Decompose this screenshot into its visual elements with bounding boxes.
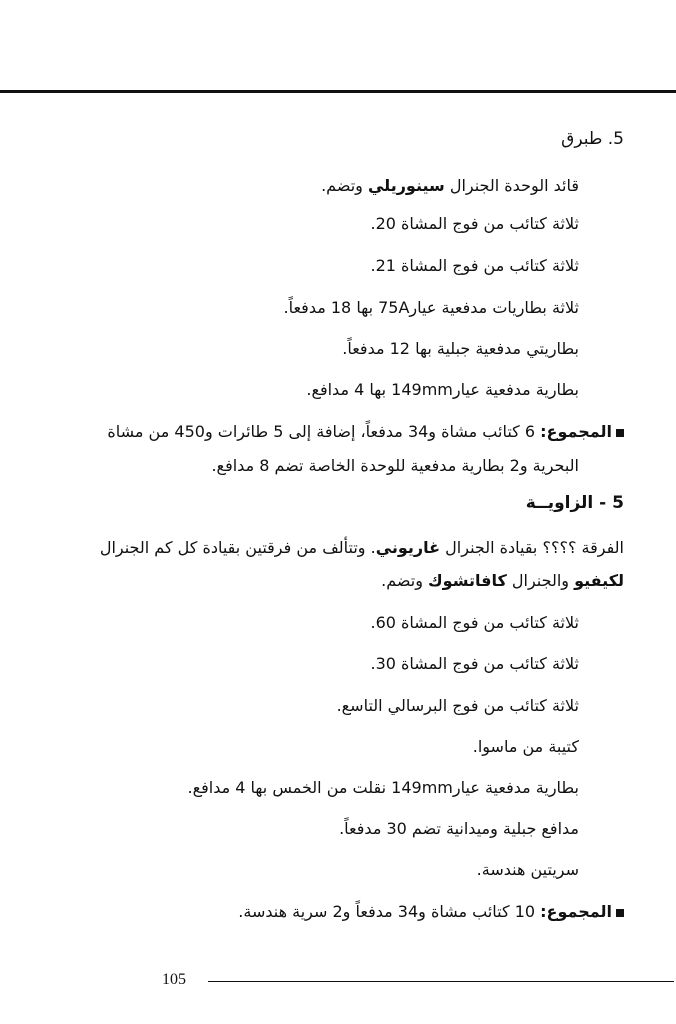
list-item: ثلاثة كتائب من فوج المشاة 60. — [370, 613, 579, 632]
list-item: ثلاثة كتائب من فوج البرسالي التاسع. — [336, 696, 579, 715]
list-item: بطارية مدفعية عيار149mm نقلت من الخمس بها 4 مدافع. — [187, 778, 579, 797]
intro-post: وتضم. — [381, 571, 429, 590]
section-heading-zawiya: 5 - الزاويــة — [525, 493, 624, 513]
total-text: 6 كتائب مشاة و34 مدفعاً، إضافة إلى 5 طائرات و450 من مشاة — [107, 422, 541, 441]
total-line-2: البحرية و2 بطارية مدفعية للوحدة الخاصة تضم 8 مدافع. — [211, 456, 579, 475]
commander-name: غاريوني — [375, 538, 441, 557]
list-item: ثلاثة كتائب من فوج المشاة 20. — [370, 214, 579, 233]
list-item: بطاريتي مدفعية جبلية بها 12 مدفعاً. — [342, 339, 579, 358]
intro-line-2 — [381, 570, 624, 592]
commander-name: كافاتشوك — [428, 571, 507, 590]
commander-line-post: وتضم. — [321, 176, 368, 195]
total-text: 10 كتائب مشاة و34 مدفعاً و2 سرية هندسة. — [238, 902, 541, 921]
commander-line-pre: قائد الوحدة الجنرال — [444, 176, 579, 195]
bullet-square-icon — [616, 909, 624, 917]
page-number: 105 — [162, 971, 186, 988]
list-item: سريتين هندسة. — [476, 860, 579, 879]
list-item: كتيبة من ماسوا. — [472, 737, 579, 756]
list-item: ثلاثة بطاريات مدفعية عيار75A بها 18 مدفعاً. — [283, 298, 579, 317]
intro-line-1 — [100, 537, 624, 559]
intro-mid: والجنرال — [506, 571, 575, 590]
commander-line — [321, 175, 579, 197]
total-line-1 — [107, 421, 624, 443]
intro-pre: الفرقة ؟؟؟؟ بقيادة الجنرال — [440, 538, 624, 557]
section-heading-tobruk: 5. طبرق — [561, 129, 624, 149]
list-item: ثلاثة كتائب من فوج المشاة 30. — [370, 654, 579, 673]
total-label: المجموع: — [540, 422, 612, 441]
list-item: بطارية مدفعية عيار149mm بها 4 مدافع. — [306, 380, 579, 399]
list-item: مدافع جبلية وميدانية تضم 30 مدفعاً. — [339, 819, 579, 838]
intro-post: . وتتألف من فرقتين بقيادة كل كم الجنرال — [99, 538, 376, 557]
total-label: المجموع: — [540, 902, 612, 921]
list-item: ثلاثة كتائب من فوج المشاة 21. — [370, 256, 579, 275]
top-rule — [0, 90, 676, 93]
commander-name: لكيفيو — [574, 571, 624, 590]
total-line — [238, 901, 624, 923]
footer-rule — [208, 981, 674, 982]
commander-name: سينوريلي — [367, 176, 445, 195]
bullet-square-icon — [616, 429, 624, 437]
